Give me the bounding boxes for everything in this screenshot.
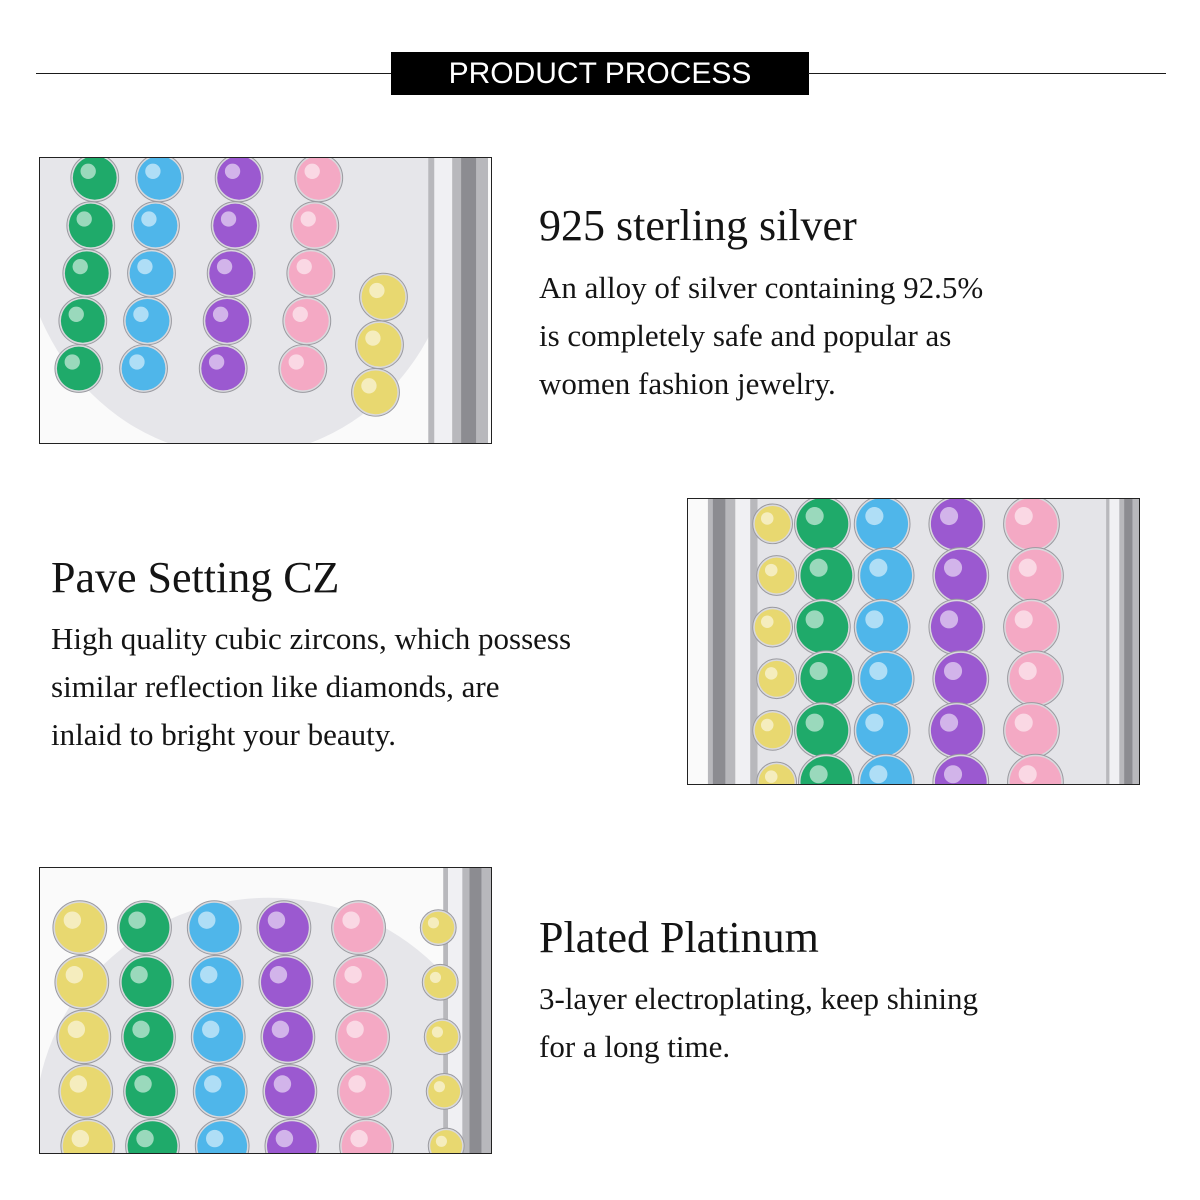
gem-stone — [259, 955, 313, 1009]
gem-stone — [1008, 651, 1064, 707]
gem-stone — [53, 901, 107, 955]
gem-stone — [336, 1010, 390, 1064]
silver-ring-edge — [428, 158, 488, 443]
section-header-title: PRODUCT PROCESS — [448, 56, 752, 90]
gem-stone — [67, 202, 115, 250]
gem-stone — [753, 607, 793, 647]
gem-stone — [757, 659, 797, 699]
gem-photo-3 — [40, 868, 491, 1153]
gem-stone — [422, 964, 458, 1000]
gem-stone — [283, 297, 331, 345]
gem-stone — [352, 369, 400, 417]
gem-photo-1 — [40, 158, 491, 443]
gem-stone — [263, 1065, 317, 1119]
gem-stone — [63, 249, 111, 297]
gem-stone — [287, 249, 335, 297]
desc-line: inlaid to bright your beauty. — [51, 717, 396, 752]
gem-stone — [338, 1065, 392, 1119]
gem-stone — [753, 711, 793, 751]
desc-line: 3-layer electroplating, keep shining — [539, 981, 979, 1016]
gem-stone — [261, 1010, 315, 1064]
gem-stone — [795, 499, 851, 552]
header-rule-right — [808, 73, 1166, 74]
gem-stone — [426, 1074, 462, 1110]
gem-stone — [118, 901, 172, 955]
gem-stone — [854, 599, 910, 655]
gem-stone — [929, 599, 985, 655]
gem-stone — [124, 1065, 178, 1119]
product-photo-silver — [39, 157, 492, 444]
silver-ring-edge — [443, 868, 491, 1153]
desc-line: for a long time. — [539, 1029, 731, 1064]
gem-stone — [332, 901, 386, 955]
feature-desc-silver — [539, 264, 983, 408]
gem-stone — [799, 651, 855, 707]
feature-title-silver: 925 sterling silver — [539, 201, 857, 250]
gem-stone — [295, 158, 343, 202]
header-rule-left — [36, 73, 392, 74]
gem-stone — [55, 955, 109, 1009]
silver-ring-edge — [708, 499, 758, 784]
gem-stone — [132, 202, 180, 250]
gem-photo-2 — [688, 499, 1139, 784]
desc-line: An alloy of silver containing 92.5% — [539, 270, 984, 305]
gem-stone — [136, 158, 184, 202]
gem-stone — [189, 955, 243, 1009]
gem-stone — [59, 1065, 113, 1119]
gem-stone — [929, 703, 985, 759]
gem-stone — [424, 1019, 460, 1055]
desc-line: similar reflection like diamonds, are — [51, 669, 500, 704]
gem-stone — [795, 703, 851, 759]
gem-stone — [203, 297, 251, 345]
gem-stone — [858, 651, 914, 707]
gem-stone — [59, 297, 107, 345]
gem-stone — [199, 345, 247, 393]
desc-line: High quality cubic zircons, which possess — [51, 621, 572, 656]
gem-stone — [57, 1010, 111, 1064]
gem-stone — [929, 499, 985, 552]
gem-stone — [128, 249, 176, 297]
gem-stone — [55, 345, 103, 393]
silver-ring-edge — [1106, 499, 1139, 784]
gem-stone — [211, 202, 259, 250]
gem-stone — [1004, 703, 1060, 759]
gem-stone — [1004, 499, 1060, 552]
gem-stone — [757, 556, 797, 596]
gem-stone — [356, 321, 404, 369]
gem-stone — [120, 955, 174, 1009]
gem-stone — [207, 249, 255, 297]
gem-stone — [257, 901, 311, 955]
gem-stone — [120, 345, 168, 393]
desc-line: is completely safe and popular as — [539, 318, 952, 353]
desc-line: women fashion jewelry. — [539, 366, 836, 401]
gem-stone — [187, 901, 241, 955]
feature-title-pave: Pave Setting CZ — [51, 553, 340, 602]
gem-stone — [193, 1065, 247, 1119]
section-header — [391, 52, 809, 95]
gem-stone — [858, 548, 914, 604]
gem-stone — [799, 548, 855, 604]
gem-stone — [122, 1010, 176, 1064]
gem-stone — [854, 703, 910, 759]
gem-stone — [933, 651, 989, 707]
gem-stone — [124, 297, 172, 345]
gem-stone — [795, 599, 851, 655]
gem-stone — [334, 955, 388, 1009]
gem-stone — [753, 504, 793, 544]
feature-desc-pave — [51, 615, 571, 759]
gem-stone — [191, 1010, 245, 1064]
gem-stone — [933, 548, 989, 604]
gem-stone — [420, 910, 456, 946]
gem-stone — [279, 345, 327, 393]
gem-stone — [360, 273, 408, 321]
feature-title-platinum: Plated Platinum — [539, 913, 819, 962]
gem-stone — [215, 158, 263, 202]
product-photo-platinum — [39, 867, 492, 1154]
gem-stone — [1004, 599, 1060, 655]
gem-stone — [291, 202, 339, 250]
gem-stone — [71, 158, 119, 202]
feature-desc-platinum — [539, 975, 978, 1071]
product-photo-pave — [687, 498, 1140, 785]
gem-stone — [1008, 548, 1064, 604]
gem-stone — [854, 499, 910, 552]
